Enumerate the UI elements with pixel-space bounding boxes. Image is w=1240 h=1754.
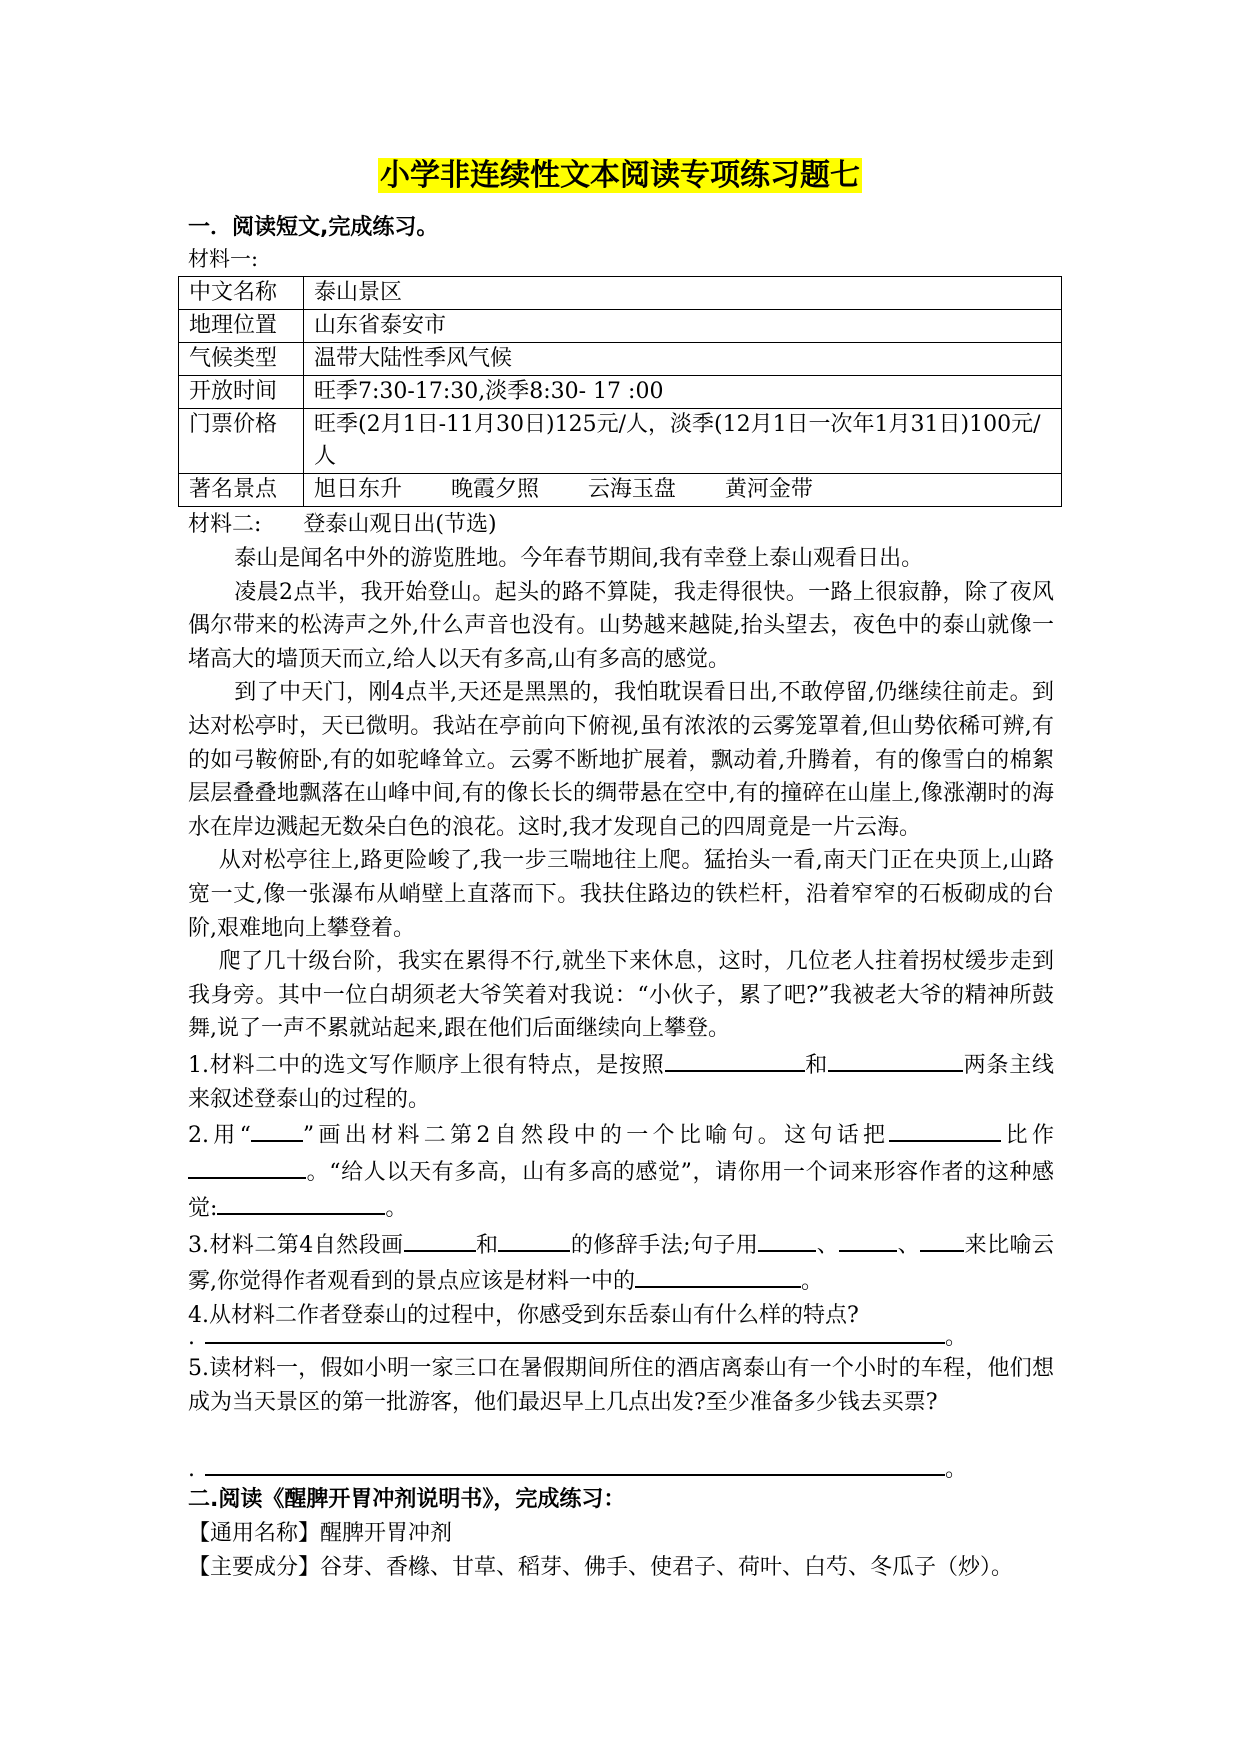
answer-blank[interactable] xyxy=(828,1046,963,1072)
section-2-text xyxy=(188,1517,1054,1584)
table-row xyxy=(179,277,1062,310)
answer-blank[interactable] xyxy=(188,1153,306,1179)
paragraph: 到了中天门，刚4点半,天还是黑黑的，我怕耽误看日出,不敢停留,仍继续往前走。到达对松亭时，天已微明。我站在亭前向下俯视,虽有浓浓的云雾笼罩着,但山势依稀可辨,有的如弓鞍俯卧,有的如驼峰耸立。云雾不断地扩展着，飘动着,升腾着，有的像雪白的棉絮层层叠叠地飘落在山峰中间,有的像长长的绸带悬在空中,有的撞碎在山崖上,像涨潮时的海水在岸边溅起无数朵白色的浪花。这时,我才发现自己的四周竟是一片云海。 xyxy=(188,680,1054,840)
material-2-label: 材料二: 登泰山观日出(节选) xyxy=(188,512,497,537)
paragraph: 泰山是闻名中外的游览胜地。今年春节期间,我有幸登上泰山观看日出。 xyxy=(234,546,924,571)
answer-blank[interactable] xyxy=(665,1046,805,1072)
instruction-line: 【通用名称】醒脾开胃冲剂 xyxy=(188,1521,453,1546)
table-key: 著名景点 xyxy=(179,474,304,507)
page-title-text: 小学非连续性文本阅读专项练习题七 xyxy=(380,158,860,193)
question-5: 5.读材料一，假如小明一家三口在暑假期间所住的酒店离泰山有一个小时的车程，他们想成为当天景区的第一批游客，他们最迟早上几点出发?至少准备多少钱去买票? xyxy=(188,1356,1054,1415)
table-row xyxy=(179,343,1062,376)
question-4-answer-line: . 。 xyxy=(188,1320,967,1353)
answer-line[interactable] xyxy=(205,1452,945,1476)
table-key: 开放时间 xyxy=(179,376,304,409)
question-5-answer-line: . 。 xyxy=(188,1452,967,1485)
table-row xyxy=(179,376,1062,409)
table-value: 山东省泰安市 xyxy=(304,310,1062,343)
scenic-info-table xyxy=(178,276,1062,507)
answer-blank[interactable] xyxy=(404,1226,476,1252)
answer-blank[interactable] xyxy=(758,1226,816,1252)
table-row xyxy=(179,474,1062,507)
table-value: 旭日东升 晚霞夕照 云海玉盘 黄河金带 xyxy=(304,474,1062,507)
instruction-line: 【主要成分】谷芽、香橼、甘草、稻芽、佛手、使君子、荷叶、白芍、冬瓜子（炒）。 xyxy=(188,1554,1014,1580)
table-value: 旺季7:30-17:30,淡季8:30- 17 :00 xyxy=(304,376,1062,409)
table-row xyxy=(179,409,1062,474)
question-3: 3.材料二第4自然段画 和 的修辞手法;句子用 、 、 来比喻云雾,你觉得作者观看到的景点应该是材料一中的 。 xyxy=(188,1226,1054,1299)
answer-blank[interactable] xyxy=(251,1116,303,1142)
answer-blank[interactable] xyxy=(839,1226,897,1252)
answer-blank[interactable] xyxy=(920,1226,964,1252)
question-2: 2.用“ ”画出材料二第2自然段中的一个比喻句。这句话把 比作。“给人以天有多高，山有多高的感觉”，请你用一个词来形容作者的这种感觉: 。 xyxy=(188,1116,1054,1226)
page-title xyxy=(0,156,1240,196)
answer-blank[interactable] xyxy=(889,1116,1001,1142)
table-key: 门票价格 xyxy=(179,409,304,474)
section-1-heading: 一．阅读短文,完成练习。 xyxy=(188,215,439,240)
answer-blank[interactable] xyxy=(217,1189,385,1215)
table-key: 气候类型 xyxy=(179,343,304,376)
paragraph: 凌晨2点半，我开始登山。起头的路不算陡，我走得很快。一路上很寂静，除了夜风偶尔带来的松涛声之外,什么声音也没有。山势越来越陡,抬头望去，夜色中的泰山就像一堵高大的墙顶天而立,给人以天有多高,山有多高的感觉。 xyxy=(188,579,1054,672)
table-value: 温带大陆性季风气候 xyxy=(304,343,1062,376)
paragraph: 从对松亭往上,路更险峻了,我一步三喘地往上爬。猛抬头一看,南天门正在央顶上,山路宽一丈,像一张瀑布从峭壁上直落而下。我扶住路边的铁栏杆，沿着窄窄的石板砌成的台阶,艰难地向上攀登着。 xyxy=(188,848,1054,941)
material-1-label: 材料一: xyxy=(188,247,259,271)
answer-blank[interactable] xyxy=(635,1262,801,1288)
table-key: 中文名称 xyxy=(179,277,304,310)
table-row xyxy=(179,310,1062,343)
question-4: 4.从材料二作者登泰山的过程中，你感受到东岳泰山有什么样的特点? xyxy=(188,1303,859,1329)
table-value: 泰山景区 xyxy=(304,277,1062,310)
question-1: 1.材料二中的选文写作顺序上很有特点，是按照 和 两条主线来叙述登泰山的过程的。 xyxy=(188,1046,1054,1116)
answer-blank[interactable] xyxy=(498,1226,570,1252)
answer-line[interactable] xyxy=(205,1320,945,1344)
paragraph: 爬了几十级台阶，我实在累得不行,就坐下来休息，这时，几位老人拄着拐杖缓步走到我身旁。其中一位白胡须老大爷笑着对我说：“小伙子，累了吧?”我被老大爷的精神所鼓舞,说了一声不累就站起来,跟在他们后面继续向上攀登。 xyxy=(188,949,1054,1042)
table-key: 地理位置 xyxy=(179,310,304,343)
section-2-heading: 二.阅读《醒脾开胃冲剂说明书》，完成练习： xyxy=(188,1487,626,1512)
table-value: 旺季(2月1日-11月30日)125元/人，淡季(12月1日一次年1月31日)100元/人 xyxy=(304,409,1062,474)
material-2-text xyxy=(188,542,1054,1333)
